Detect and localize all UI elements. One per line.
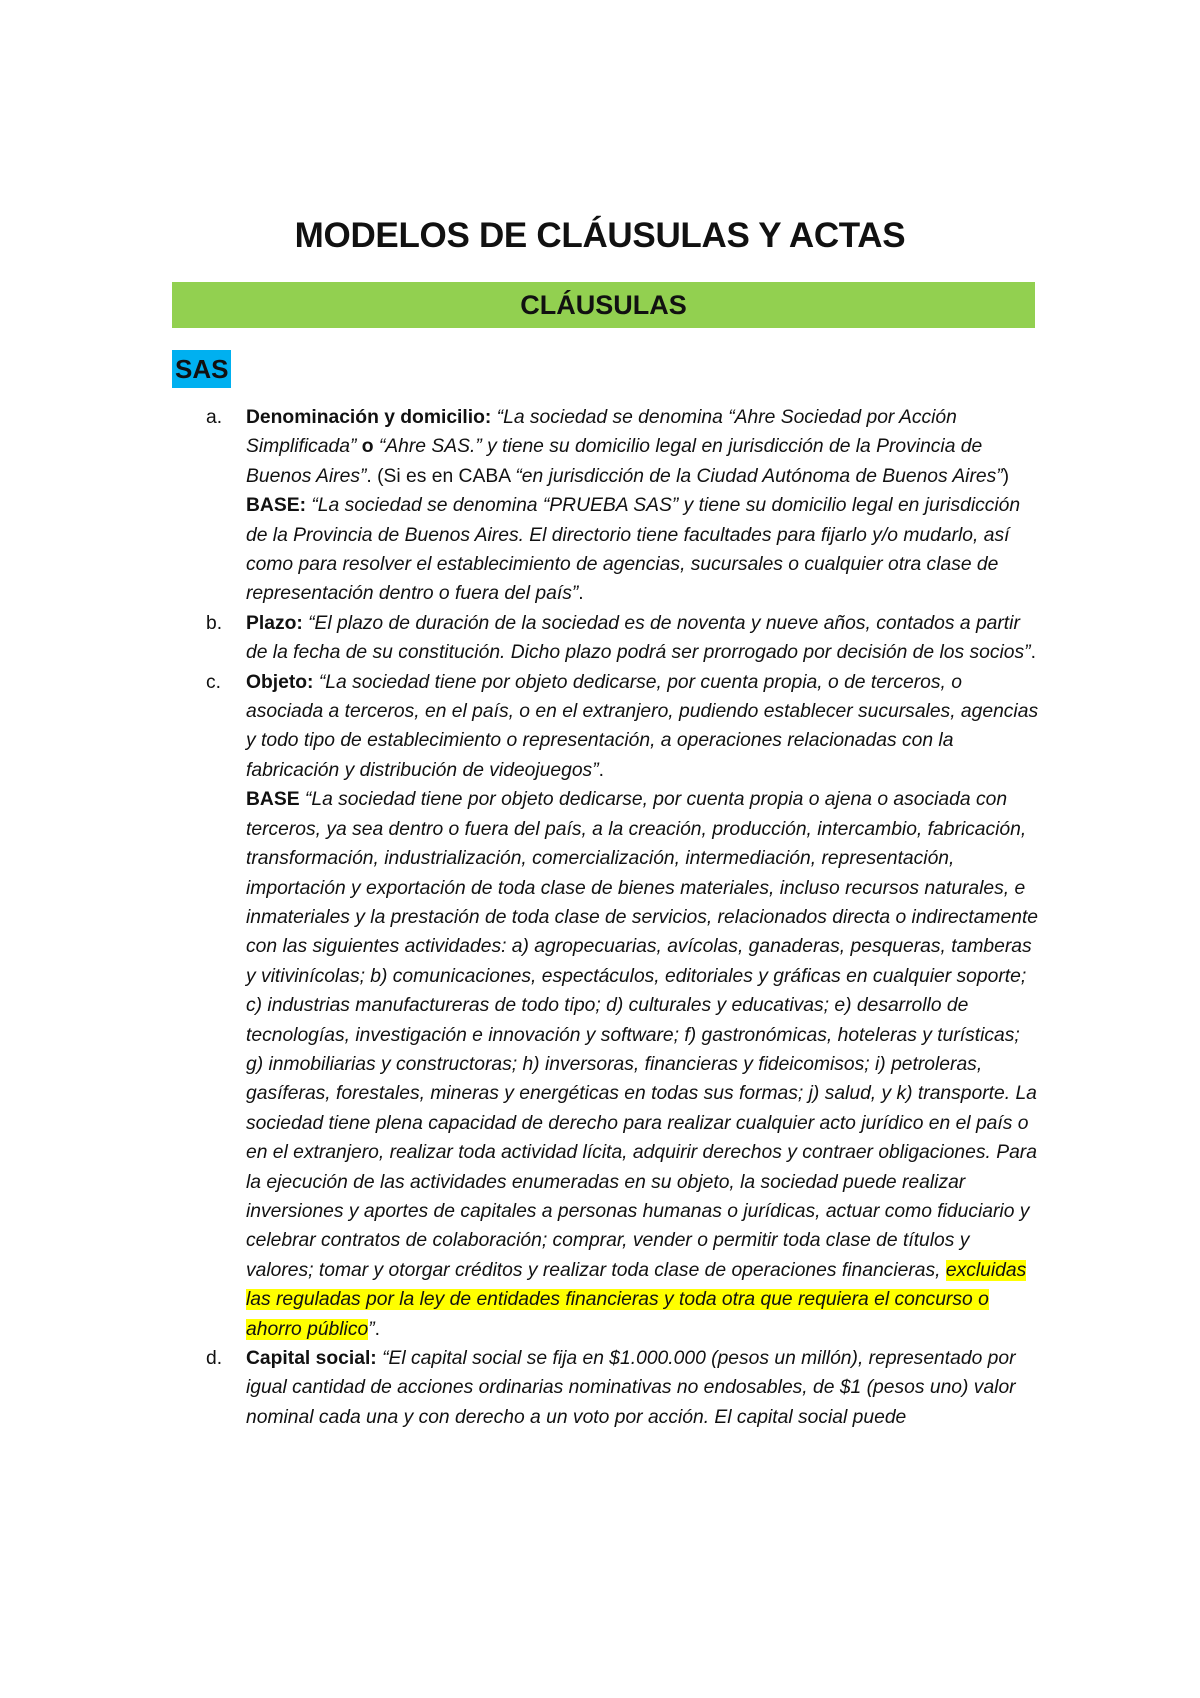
clause-note: ) [1002, 465, 1010, 487]
base-end: . [374, 1318, 380, 1340]
clause-label: Plazo: [246, 612, 303, 634]
base-text: “La sociedad tiene por objeto dedicarse, por cuenta propia o ajena o asociada con terceros, ya sea dentro o fuera del país, a la creación, producción, intercambio, fabricación, transformación, industrialización, comercialización, intermediación, representación, importación y exportación de toda clase de bienes materiales, incluso recursos naturales, e inmateriales y la prestación de toda clase de servicios, relacionados directa o indirectamente con las siguientes actividades: a) agropecuarias, avícolas, ganaderas, pesqueras, tamberas y vitivinícolas; b) comunicaciones, espectáculos, editoriales y gráficas en cualquier soporte; c) industrias manufactureras de todo tipo; d) culturales y educativas; e) desarrollo de tecnologías, investigación e innovación y software; f) gastronómicas, hoteleras y turísticas; g) inmobiliarias y constructoras; h) inversoras, financieras y fideicomisos; i) petroleras, gasíferas, forestales, mineras y energéticas en todas sus formas; j) salud, y k) transporte. La sociedad tiene plena capacidad de derecho para realizar cualquier acto jurídico en el país o en el extranjero, realizar toda actividad lícita, adquirir derechos y contraer obligaciones. Para la ejecución de las actividades enumeradas en su objeto, la sociedad puede realizar inversiones y aportes de capitales a personas humanas o jurídicas, actuar como fiduciario y celebrar contratos de colaboración; comprar, vender o permitir toda clase de títulos y valores; tomar y otorgar créditos y realizar toda clase de operaciones financieras, [246, 789, 1039, 1281]
clause-label: Objeto: [246, 671, 314, 693]
clause-list [0, 403, 1200, 1432]
clause-label: Denominación y domicilio: [246, 407, 492, 428]
clause-note-text: “en jurisdicción de la Ciudad Autónoma de Buenos Aires” [515, 465, 1003, 487]
clause-text: “El plazo de duración de la sociedad es de noventa y nueve años, contados a partir de la fecha de su constitución. Dicho plazo podrá ser prorrogado por decisión de los socios” [246, 612, 1031, 664]
clause-marker: a. [206, 407, 223, 428]
clause-base [246, 491, 1040, 609]
clause-objeto [0, 668, 1200, 1344]
clause-marker: c. [206, 671, 221, 693]
clause-text: “El capital social se fija en $1.000.000 (pesos un millón), representado por igual cantidad de acciones ordinarias nominativas no endosables, de $1 (pesos uno) valor nominal cada una y con derecho a un voto por acción. El capital social puede [246, 1348, 1016, 1428]
clause-note: . (Si es en CABA [366, 465, 516, 487]
clause-text: “Ahre SAS.” y tiene su domicilio legal en jurisdicción de la Provincia de Buenos Aires” [246, 436, 983, 487]
base-text: “La sociedad se denomina “PRUEBA SAS” y tiene su domicilio legal en jurisdicción de la Provincia de Buenos Aires. El directorio tiene facultades para fijarlo y/o mudarlo, así como para resolver el establecimiento de agencias, sucursales o cualquier otra clase de representación dentro o fuera del país” [246, 495, 1021, 605]
clause-text: “La sociedad se denomina “Ahre Sociedad por Acción Simplificada” [246, 407, 957, 458]
clause-text: “La sociedad tiene por objeto dedicarse, por cuenta propia, o de terceros, o asociada a terceros, en el país, o en el extranjero, pudiendo establecer sucursales, agencias y todo tipo de establecimiento o representación, a operaciones relacionadas con la fabricación y distribución de videojuegos” [246, 671, 1039, 781]
document-title: MODELOS DE CLÁUSULAS Y ACTAS [294, 216, 906, 255]
clause-capital-social [0, 1344, 1200, 1432]
base-label: BASE: [246, 495, 306, 517]
clausulas-section-band [172, 282, 1035, 328]
base-end: . [578, 583, 584, 605]
clause-plazo [0, 609, 1200, 668]
clause-marker: d. [206, 1348, 223, 1369]
clause-denominacion [0, 403, 1200, 609]
clause-end: . [1030, 642, 1036, 664]
clause-end: . [598, 759, 604, 781]
sas-section-tag: SAS [172, 350, 231, 388]
base-close: ” [368, 1318, 375, 1340]
clausulas-heading: CLÁUSULAS [520, 290, 687, 320]
clause-base [246, 785, 1040, 1344]
clause-connector: o [356, 436, 379, 458]
base-label: BASE [246, 789, 300, 811]
highlighted-text: excluidas las reguladas por la ley de entidades financieras y toda otra que requiera el concurso o ahorro público [246, 1259, 1027, 1340]
clause-label: Capital social: [246, 1348, 377, 1369]
clause-marker: b. [206, 612, 223, 634]
